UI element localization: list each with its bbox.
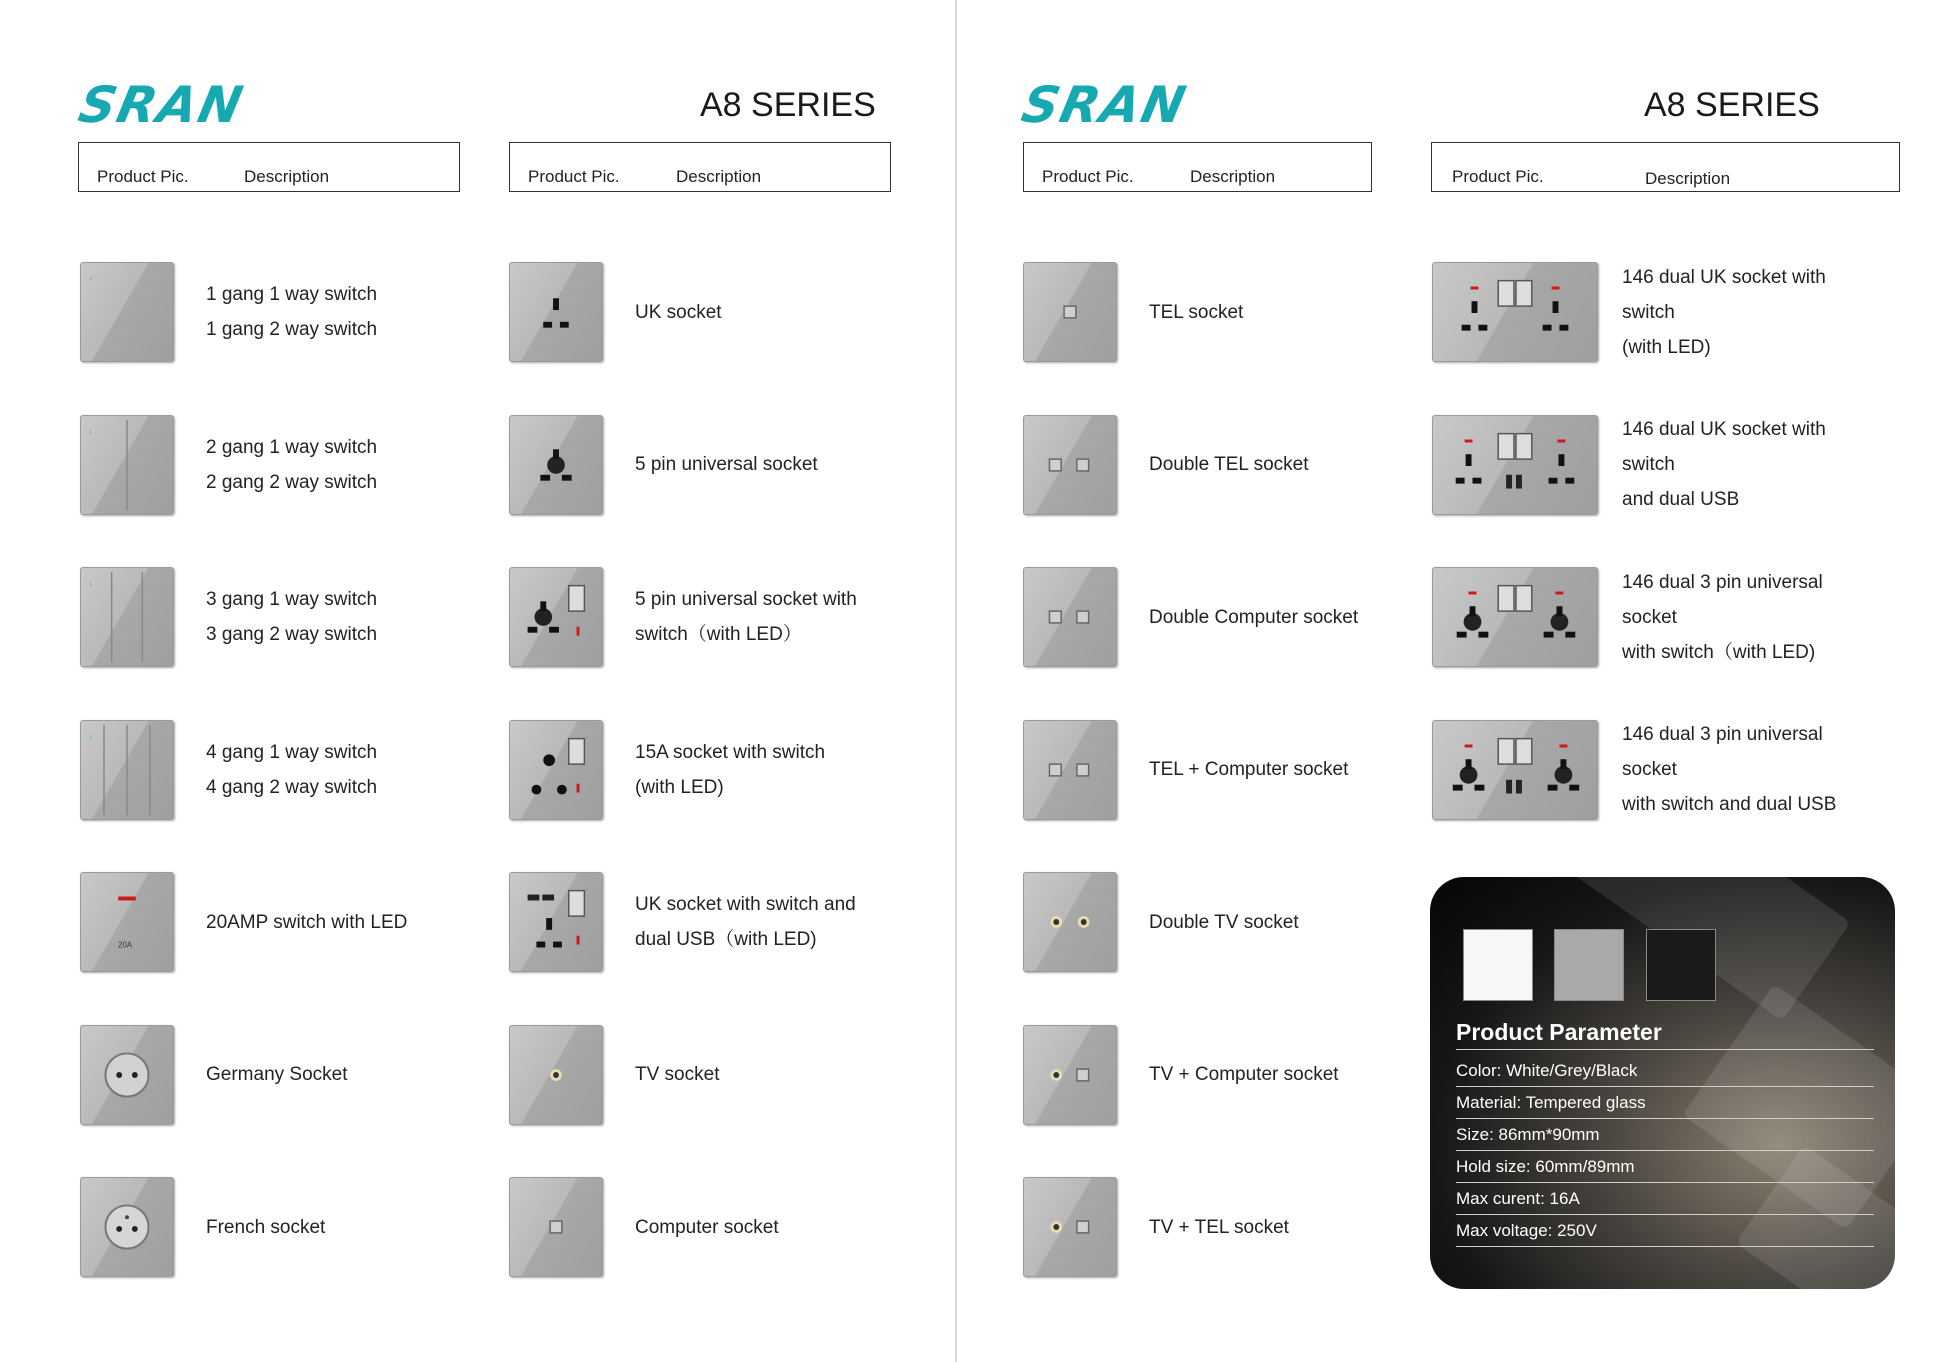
germany-socket-icon: [80, 1025, 174, 1125]
product-description: [1622, 567, 1862, 667]
tv-tel-socket-icon: [1023, 1177, 1117, 1277]
product-description: [635, 567, 857, 667]
product-item: [80, 262, 510, 362]
description-line: French socket: [206, 1216, 326, 1238]
product-description: [206, 415, 377, 515]
description-line: 146 dual UK socket with switch: [1622, 419, 1826, 475]
description-line: 1 gang 1 way switch: [206, 284, 378, 305]
series-title: A8 SERIES: [700, 86, 876, 124]
description-line: Double Computer socket: [1149, 606, 1359, 628]
4-gang-switch-icon: [80, 720, 174, 820]
parameter-row: Max voltage: 250V: [1456, 1219, 1874, 1247]
description-line: (with LED): [1622, 336, 1711, 358]
product-item: [1023, 872, 1453, 972]
product-item: [1023, 415, 1453, 515]
product-item: [1432, 567, 1862, 667]
white-swatch: [1463, 929, 1533, 1001]
product-item: [1023, 720, 1453, 820]
product-description: [635, 872, 856, 972]
product-description: [1622, 262, 1862, 362]
product-item: [509, 1025, 939, 1125]
svg-text:↓: ↓: [88, 578, 93, 588]
product-item: [80, 415, 510, 515]
product-description: [206, 1025, 348, 1125]
product-item: [80, 1025, 510, 1125]
description-header: Description: [1190, 167, 1276, 186]
description-line: Germany Socket: [206, 1064, 348, 1085]
product-description: [635, 415, 818, 515]
brand-logo: SRAN: [1016, 76, 1193, 134]
product-pic-header: Product Pic.: [1042, 167, 1134, 186]
product-item: [80, 567, 510, 667]
description-line: 3 gang 1 way switch: [206, 589, 378, 610]
french-socket-icon: [80, 1177, 174, 1277]
dual-uk-usb-socket-icon: [1432, 415, 1598, 515]
tv-socket-icon: [509, 1025, 603, 1125]
column-header: [1023, 142, 1372, 192]
description-line: 3 gang 2 way switch: [206, 624, 378, 645]
description-line: 1 gang 2 way switch: [206, 319, 378, 340]
parameter-row: Size: 86mm*90mm: [1456, 1123, 1874, 1151]
product-pic-header: Product Pic.: [1452, 167, 1544, 186]
description-line: UK socket: [635, 301, 722, 323]
description-line: TEL + Computer socket: [1149, 759, 1349, 780]
description-line: UK socket with switch and: [635, 894, 856, 915]
description-line: Computer socket: [635, 1216, 779, 1238]
product-description: [635, 1177, 779, 1277]
product-description: [1622, 415, 1862, 515]
description-line: with switch and dual USB: [1622, 794, 1837, 815]
product-item: [509, 262, 939, 362]
product-item: [1023, 1177, 1453, 1277]
description-line: Double TEL socket: [1149, 454, 1309, 475]
product-description: [1149, 415, 1308, 515]
dual-uk-socket-icon: [1432, 262, 1598, 362]
product-description: [635, 1025, 719, 1125]
description-line: switch（with LED）: [635, 624, 802, 645]
description-line: 5 pin universal socket with: [635, 589, 857, 610]
svg-text:↓: ↓: [88, 426, 93, 436]
uk-usb-socket-icon: [509, 872, 603, 972]
description-line: and dual USB: [1622, 489, 1740, 510]
parameter-row: Max curent: 16A: [1456, 1187, 1874, 1215]
description-line: TV socket: [635, 1064, 720, 1085]
description-line: 146 dual 3 pin universal socket: [1622, 724, 1823, 780]
product-item: [509, 567, 939, 667]
product-description: [1149, 567, 1358, 667]
description-line: 146 dual UK socket with switch: [1622, 266, 1826, 323]
description-line: 4 gang 1 way switch: [206, 741, 378, 763]
product-description: [635, 262, 722, 362]
description-line: Double TV socket: [1149, 911, 1299, 933]
product-description: [1622, 720, 1862, 820]
svg-text:20A: 20A: [118, 940, 133, 950]
product-item: [80, 1177, 510, 1277]
parameter-row: Material: Tempered glass: [1456, 1091, 1874, 1119]
description-line: with switch（with LED): [1622, 641, 1816, 663]
column-header: [509, 142, 891, 192]
description-header: Description: [1645, 169, 1731, 188]
description-line: 15A socket with switch: [635, 741, 826, 763]
parameter-row: Color: White/Grey/Black: [1456, 1059, 1874, 1087]
product-description: [1149, 720, 1348, 820]
product-item: [80, 720, 510, 820]
product-description: [635, 720, 825, 820]
product-item: [1432, 720, 1862, 820]
description-line: dual USB（with LED): [635, 929, 817, 950]
black-swatch: [1646, 929, 1716, 1001]
product-item: [509, 872, 939, 972]
description-line: 2 gang 2 way switch: [206, 471, 378, 493]
brand-logo: SRAN: [73, 76, 250, 134]
product-description: [206, 567, 377, 667]
description-line: (with LED): [635, 776, 724, 798]
double-computer-socket-icon: [1023, 567, 1117, 667]
description-line: 4 gang 2 way switch: [206, 776, 378, 798]
parameter-title: Product Parameter: [1456, 1019, 1662, 1045]
product-item: [1432, 415, 1862, 515]
product-parameter-panel: [1430, 877, 1895, 1289]
description-line: TV + Computer socket: [1149, 1064, 1339, 1085]
description-line: 2 gang 1 way switch: [206, 436, 378, 458]
product-description: [206, 1177, 325, 1277]
3-gang-switch-icon: [80, 567, 174, 667]
double-tel-socket-icon: [1023, 415, 1117, 515]
grey-swatch: [1554, 929, 1624, 1001]
dual-universal-socket-icon: [1432, 567, 1598, 667]
1-gang-switch-icon: [80, 262, 174, 362]
uk-socket-icon: [509, 262, 603, 362]
description-line: TV + TEL socket: [1149, 1216, 1289, 1238]
product-description: [1149, 872, 1299, 972]
tv-computer-socket-icon: [1023, 1025, 1117, 1125]
description-line: 146 dual 3 pin universal socket: [1622, 571, 1823, 628]
page-divider: [955, 0, 957, 1362]
product-description: [206, 872, 407, 972]
parameter-row: Hold size: 60mm/89mm: [1456, 1155, 1874, 1183]
tel-computer-socket-icon: [1023, 720, 1117, 820]
15a-socket-icon: [509, 720, 603, 820]
2-gang-switch-icon: [80, 415, 174, 515]
product-item: [80, 872, 510, 972]
double-tv-socket-icon: [1023, 872, 1117, 972]
dual-universal-usb-socket-icon: [1432, 720, 1598, 820]
product-pic-header: Product Pic.: [528, 167, 620, 186]
description-header: Description: [676, 167, 762, 186]
product-description: [1149, 1177, 1289, 1277]
series-title: A8 SERIES: [1644, 86, 1820, 124]
description-line: 5 pin universal socket: [635, 454, 818, 475]
product-item: [1023, 262, 1453, 362]
product-description: [206, 720, 377, 820]
universal-socket-icon: [509, 415, 603, 515]
svg-text:↓: ↓: [88, 273, 93, 283]
20amp-switch-icon: [80, 872, 174, 972]
computer-socket-icon: [509, 1177, 603, 1277]
product-description: [1149, 1025, 1339, 1125]
product-item: [1432, 262, 1862, 362]
product-item: [1023, 1025, 1453, 1125]
product-pic-header: Product Pic.: [97, 167, 189, 186]
product-description: [1149, 262, 1243, 362]
tel-socket-icon: [1023, 262, 1117, 362]
column-header: [78, 142, 460, 192]
universal-socket-switch-icon: [509, 567, 603, 667]
svg-text:↓: ↓: [88, 731, 93, 741]
product-item: [509, 720, 939, 820]
product-item: [509, 415, 939, 515]
column-header: [1431, 142, 1900, 192]
product-description: [206, 262, 377, 362]
product-item: [509, 1177, 939, 1277]
description-header: Description: [244, 167, 330, 186]
description-line: 20AMP switch with LED: [206, 911, 408, 933]
product-item: [1023, 567, 1453, 667]
description-line: TEL socket: [1149, 301, 1244, 323]
